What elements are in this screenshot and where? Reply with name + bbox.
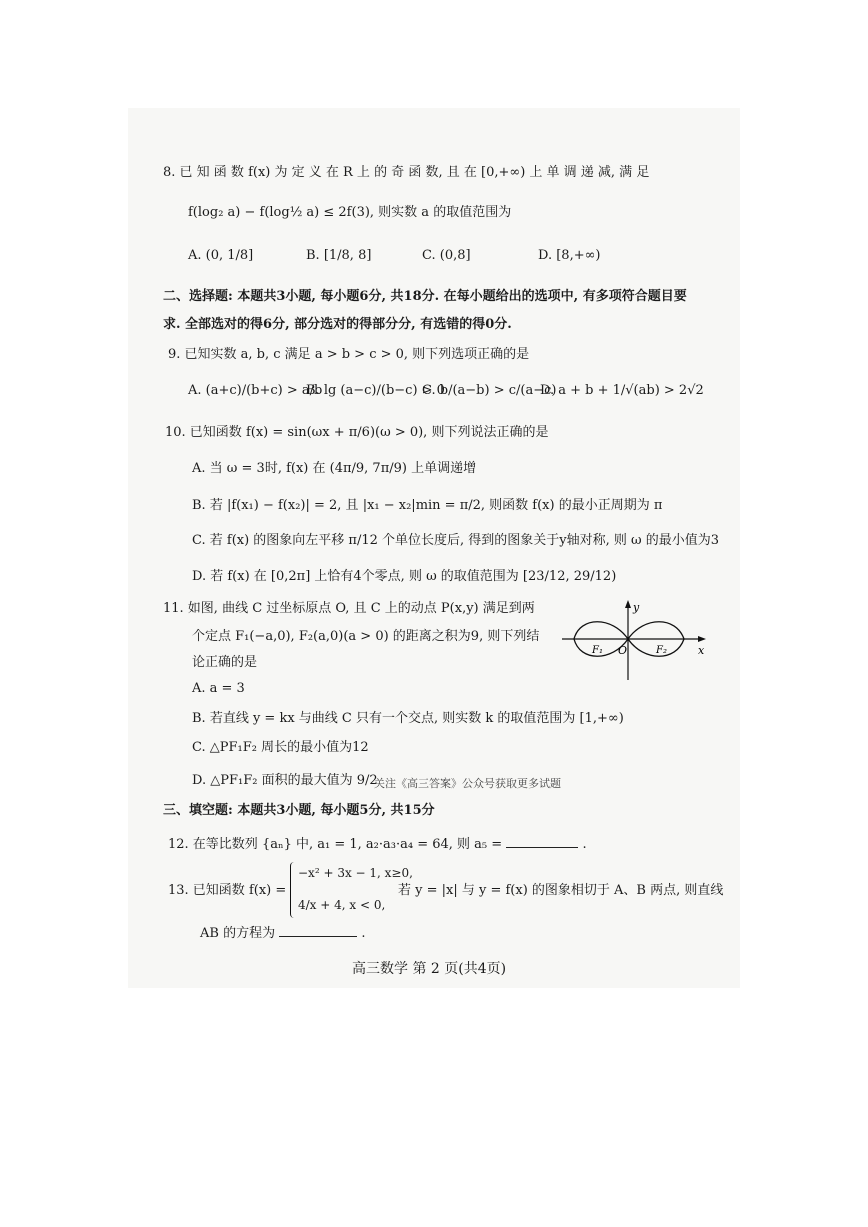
q9-stem: 9. 已知实数 a, b, c 满足 a > b > c > 0, 则下列选项正确的是 [168, 347, 530, 362]
q13-period: . [361, 926, 366, 941]
origin-label: O [618, 644, 628, 657]
q11-stem-3: 论正确的是 [192, 655, 258, 670]
y-label: y [633, 601, 640, 614]
q10-option-b: B. 若 |f(x₁) − f(x₂)| = 2, 且 |x₁ − x₂|min = π/2, 则函数 f(x) 的最小正周期为 π [192, 498, 663, 513]
q13-rest: 若 y = |x| 与 y = f(x) 的图象相切于 A、B 两点, 则直线 [398, 883, 724, 898]
q9-option-b: B. lg (a−c)/(b−c) > 0 [306, 383, 445, 398]
q9-option-d: D. a + b + 1/√(ab) > 2√2 [540, 383, 704, 398]
q11-option-a: A. a = 3 [192, 681, 245, 696]
y-axis-arrow [625, 600, 631, 608]
q8-condition: f(log₂ a) − f(log½ a) ≤ 2f(3), 则实数 a 的取值范围为 [188, 205, 512, 220]
lemniscate-figure [560, 596, 710, 682]
q9-option-a: A. (a+c)/(b+c) > a/b [188, 383, 323, 398]
f1-label: F₁ [592, 645, 603, 656]
q8-option-d: D. [8,+∞) [538, 248, 601, 263]
section2-heading: 二、选择题: 本题共3小题, 每小题6分, 共18分. 在每小题给出的选项中, 有多项符合题目要 [163, 289, 687, 304]
q13-case-1: −x² + 3x − 1, x≥0, [298, 866, 413, 880]
q11-option-c: C. △PF₁F₂ 周长的最小值为12 [192, 740, 369, 755]
q10-option-d: D. 若 f(x) 在 [0,2π] 上恰有4个零点, 则 ω 的取值范围为 [23/12, 29/12) [192, 569, 617, 584]
q11-stem-2: 个定点 F₁(−a,0), F₂(a,0)(a > 0) 的距离之积为9, 则下列结 [192, 629, 540, 644]
watermark-note: 关注《高三答案》公众号获取更多试题 [374, 777, 561, 790]
q12-stem [168, 835, 587, 854]
q13-label: 13. 已知函数 f(x) = [168, 883, 287, 898]
x-label: x [698, 644, 705, 657]
q13-answer-blank[interactable] [279, 924, 357, 937]
q12-answer-blank[interactable] [506, 835, 578, 848]
section3-heading: 三、填空题: 本题共3小题, 每小题5分, 共15分 [163, 803, 435, 818]
page-footer: 高三数学 第 2 页(共4页) [352, 961, 507, 977]
q13-case-2: 4/x + 4, x < 0, [298, 898, 386, 912]
q8-stem: 8. 已 知 函 数 f(x) 为 定 义 在 R 上 的 奇 函 数, 且 在 [0,+∞) 上 单 调 递 减, 满 足 [163, 165, 650, 180]
q12-period: . [582, 837, 587, 852]
f2-label: F₂ [656, 645, 667, 656]
q13-text-2: AB 的方程为 [200, 926, 276, 941]
q11-option-b: B. 若直线 y = kx 与曲线 C 只有一个交点, 则实数 k 的取值范围为 [1,+∞) [192, 711, 624, 726]
q10-stem: 10. 已知函数 f(x) = sin(ωx + π/6)(ω > 0), 则下列说法正确的是 [165, 425, 549, 440]
q13-line-2 [200, 924, 366, 943]
q8-option-a: A. (0, 1/8] [188, 248, 254, 263]
q12-text: 12. 在等比数列 {aₙ} 中, a₁ = 1, a₂·a₃·a₄ = 64, 则 a₅ = [168, 837, 503, 852]
q9-option-c: C. b/(a−b) > c/(a−c) [422, 383, 557, 398]
section2-heading-cont: 求. 全部选对的得6分, 部分选对的得部分分, 有选错的得0分. [163, 317, 512, 332]
x-axis-arrow [698, 636, 706, 642]
q11-option-d: D. △PF₁F₂ 面积的最大值为 9/2 [192, 773, 378, 788]
piecewise-brace [290, 862, 297, 918]
q11-stem: 11. 如图, 曲线 C 过坐标原点 O, 且 C 上的动点 P(x,y) 满足到两 [163, 601, 535, 616]
q8-option-b: B. [1/8, 8] [306, 248, 372, 263]
q10-option-c: C. 若 f(x) 的图象向左平移 π/12 个单位长度后, 得到的图象关于y轴对称, 则 ω 的最小值为3 [192, 533, 720, 548]
q8-option-c: C. (0,8] [422, 248, 471, 263]
q10-option-a: A. 当 ω = 3时, f(x) 在 (4π/9, 7π/9) 上单调递增 [192, 461, 477, 476]
